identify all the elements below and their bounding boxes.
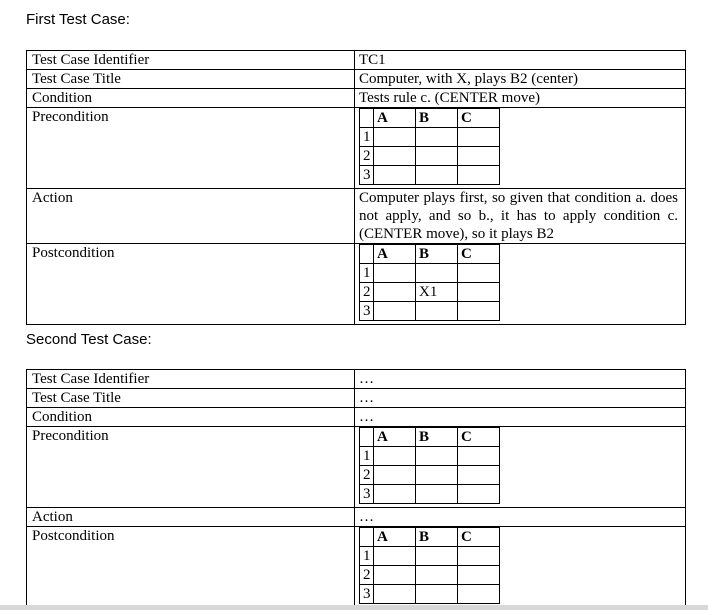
board-cell [374, 566, 416, 585]
identifier-label: Test Case Identifier [27, 51, 355, 70]
condition-value: … [355, 408, 686, 427]
row-header: 2 [360, 466, 374, 485]
board-cell [416, 147, 458, 166]
postcondition-label: Postcondition [27, 527, 355, 608]
postcondition-board [355, 244, 686, 325]
board-cell [374, 485, 416, 504]
board-cell [374, 128, 416, 147]
title-label: Test Case Title [27, 389, 355, 408]
row-header: 2 [360, 147, 374, 166]
precondition-board [355, 427, 686, 508]
board-grid [359, 527, 500, 604]
board-cell [416, 547, 458, 566]
board-cell [458, 485, 500, 504]
identifier-value: … [355, 370, 686, 389]
title-value: … [355, 389, 686, 408]
board-grid [359, 427, 500, 504]
board-cell [374, 166, 416, 185]
first-test-case-heading: First Test Case: [26, 11, 130, 28]
board-cell [416, 566, 458, 585]
board-cell [374, 147, 416, 166]
board-cell [458, 166, 500, 185]
postcondition-label: Postcondition [27, 244, 355, 325]
col-header: A [374, 245, 416, 264]
condition-label: Condition [27, 89, 355, 108]
col-header: B [416, 428, 458, 447]
table-row [27, 408, 686, 427]
identifier-label: Test Case Identifier [27, 370, 355, 389]
board-cell-b2: X1 [416, 283, 458, 302]
board-cell [416, 466, 458, 485]
table-row [27, 244, 686, 325]
second-test-case-heading: Second Test Case: [26, 331, 152, 348]
condition-value: Tests rule c. (CENTER move) [355, 89, 686, 108]
board-grid [359, 244, 500, 321]
board-cell [416, 128, 458, 147]
action-value: Computer plays first, so given that condition a. does not apply, and so b., it has to apply condition c. (CENTER move), so it plays B2 [355, 189, 686, 244]
table-row [27, 389, 686, 408]
title-label: Test Case Title [27, 70, 355, 89]
condition-label: Condition [27, 408, 355, 427]
board-cell [458, 147, 500, 166]
row-header: 2 [360, 566, 374, 585]
board-cell [458, 283, 500, 302]
col-header: B [416, 528, 458, 547]
row-header: 1 [360, 447, 374, 466]
page-bottom-edge [0, 605, 708, 610]
col-header: A [374, 528, 416, 547]
row-header: 3 [360, 485, 374, 504]
row-header: 2 [360, 283, 374, 302]
board-cell [374, 264, 416, 283]
board-cell [416, 302, 458, 321]
board-cell [374, 466, 416, 485]
action-label: Action [27, 508, 355, 527]
first-test-case-table [26, 50, 686, 325]
table-row [27, 527, 686, 608]
board-cell [416, 166, 458, 185]
precondition-label: Precondition [27, 108, 355, 189]
row-header: 3 [360, 585, 374, 604]
board-cell [458, 128, 500, 147]
precondition-label: Precondition [27, 427, 355, 508]
col-header: B [416, 109, 458, 128]
action-value: … [355, 508, 686, 527]
precondition-board [355, 108, 686, 189]
col-header: C [458, 109, 500, 128]
col-header: B [416, 245, 458, 264]
col-header: C [458, 528, 500, 547]
board-cell [374, 585, 416, 604]
postcondition-board [355, 527, 686, 608]
board-cell [458, 466, 500, 485]
table-row [27, 189, 686, 244]
col-header: C [458, 428, 500, 447]
row-header: 1 [360, 264, 374, 283]
board-cell [458, 302, 500, 321]
board-cell [416, 264, 458, 283]
board-cell [416, 447, 458, 466]
board-cell [374, 547, 416, 566]
col-header: C [458, 245, 500, 264]
second-test-case-table [26, 369, 686, 608]
table-row [27, 427, 686, 508]
table-row [27, 51, 686, 70]
board-cell [458, 585, 500, 604]
board-cell [458, 547, 500, 566]
row-header: 3 [360, 166, 374, 185]
title-value: Computer, with X, plays B2 (center) [355, 70, 686, 89]
board-cell [416, 585, 458, 604]
row-header: 1 [360, 547, 374, 566]
board-cell [416, 485, 458, 504]
identifier-value: TC1 [355, 51, 686, 70]
row-header: 1 [360, 128, 374, 147]
table-row [27, 108, 686, 189]
table-row [27, 370, 686, 389]
board-cell [374, 447, 416, 466]
table-row [27, 89, 686, 108]
table-row [27, 70, 686, 89]
col-header: A [374, 109, 416, 128]
board-cell [458, 447, 500, 466]
table-row [27, 508, 686, 527]
row-header: 3 [360, 302, 374, 321]
board-grid [359, 108, 500, 185]
board-cell [374, 283, 416, 302]
board-cell [458, 566, 500, 585]
board-cell [458, 264, 500, 283]
col-header: A [374, 428, 416, 447]
action-label: Action [27, 189, 355, 244]
board-cell [374, 302, 416, 321]
